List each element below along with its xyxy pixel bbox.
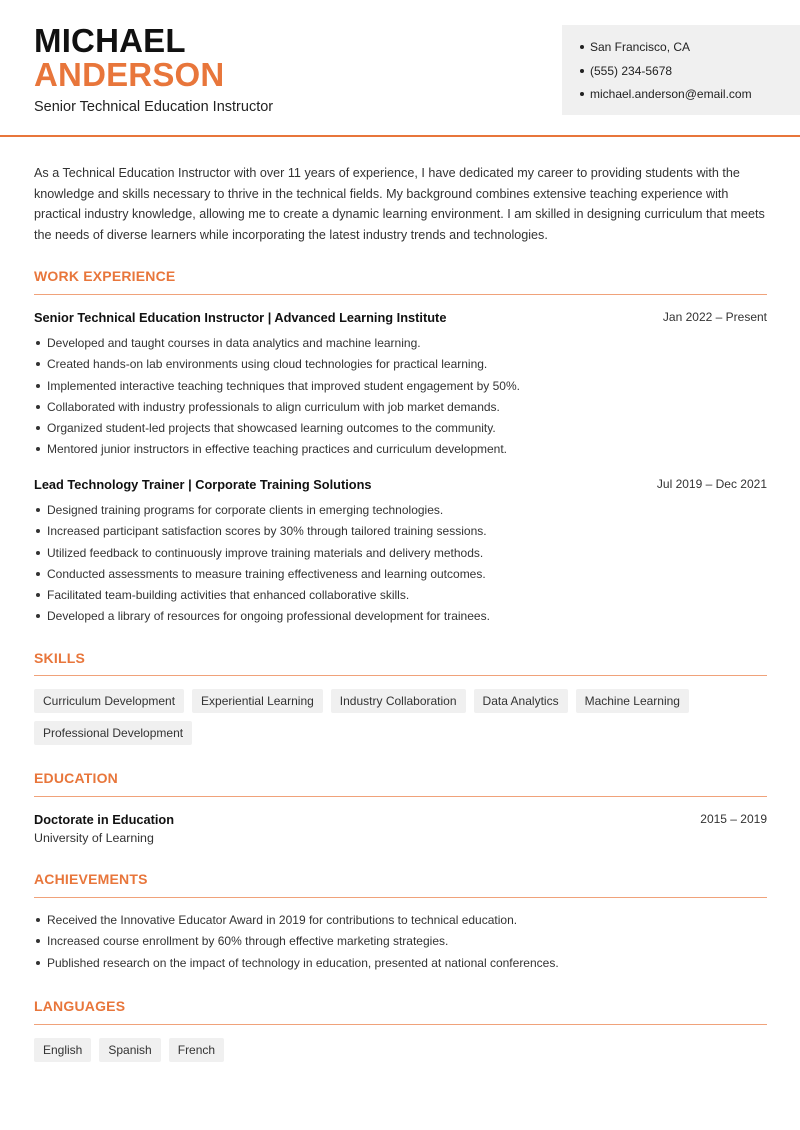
job-bullets bbox=[34, 501, 767, 629]
skill-chip: Industry Collaboration bbox=[331, 689, 466, 713]
skill-chip: Experiential Learning bbox=[192, 689, 323, 713]
list-item: Utilized feedback to continuously improve training materials and delivery methods. bbox=[34, 544, 767, 565]
skills-list bbox=[34, 689, 767, 745]
list-item: Developed and taught courses in data analytics and machine learning. bbox=[34, 334, 767, 355]
job-role: Lead Technology Trainer | Corporate Training Solutions bbox=[34, 477, 372, 492]
skill-chip: Curriculum Development bbox=[34, 689, 184, 713]
list-item: Collaborated with industry professionals to align curriculum with job market demands. bbox=[34, 398, 767, 419]
summary-paragraph: As a Technical Education Instructor with over 11 years of experience, I have dedicated my career to providing students with the knowledge and skills necessary to thrive in the technical fields. My background combines extensive teaching experience with practical industry knowledge, allowing me to create a dynamic learning environment. I am skilled in designing curriculum that meets the needs of diverse learners while incorporating the latest industry trends and technologies. bbox=[34, 166, 765, 243]
job-header bbox=[34, 310, 767, 325]
job-dates: Jan 2022 – Present bbox=[662, 310, 767, 324]
list-item: Implemented interactive teaching techniques that improved student engagement by 50%. bbox=[34, 377, 767, 398]
job-dates: Jul 2019 – Dec 2021 bbox=[656, 477, 767, 491]
list-item: Developed a library of resources for ongoing professional development for trainees. bbox=[34, 607, 767, 628]
degree: Doctorate in Education bbox=[34, 812, 175, 827]
school-name: University of Learning bbox=[34, 831, 154, 845]
list-item: Conducted assessments to measure training effectiveness and learning outcomes. bbox=[34, 565, 767, 586]
contact-box bbox=[562, 25, 800, 115]
job-bullets bbox=[34, 334, 767, 462]
section-divider bbox=[34, 294, 767, 295]
last-name: ANDERSON bbox=[34, 56, 225, 93]
list-item: Mentored junior instructors in effective teaching practices and curriculum development. bbox=[34, 440, 767, 461]
section-divider bbox=[34, 675, 767, 676]
section-title-education: EDUCATION bbox=[34, 770, 118, 786]
list-item: Received the Innovative Educator Award in 2019 for contributions to technical education. bbox=[34, 911, 767, 932]
education-header bbox=[34, 812, 767, 827]
section-title-skills: SKILLS bbox=[34, 650, 85, 666]
contact-location: San Francisco, CA bbox=[580, 37, 800, 61]
job-header bbox=[34, 477, 767, 492]
section-divider bbox=[34, 897, 767, 898]
section-divider bbox=[34, 796, 767, 797]
job-role: Senior Technical Education Instructor | Advanced Learning Institute bbox=[34, 310, 447, 325]
contact-email: michael.anderson@email.com bbox=[580, 84, 800, 108]
language-chip: French bbox=[169, 1038, 224, 1062]
list-item: Increased course enrollment by 60% through effective marketing strategies. bbox=[34, 932, 767, 953]
list-item: Facilitated team-building activities that enhanced collaborative skills. bbox=[34, 586, 767, 607]
list-item: Published research on the impact of technology in education, presented at national conferences. bbox=[34, 954, 767, 975]
education-dates: 2015 – 2019 bbox=[700, 812, 767, 826]
skill-chip: Machine Learning bbox=[576, 689, 689, 713]
first-name: MICHAEL bbox=[34, 22, 186, 59]
resume-header bbox=[0, 0, 800, 137]
achievements-list bbox=[34, 911, 767, 975]
list-item: Designed training programs for corporate clients in emerging technologies. bbox=[34, 501, 767, 522]
list-item: Increased participant satisfaction scores by 30% through tailored training sessions. bbox=[34, 522, 767, 543]
section-divider bbox=[34, 1024, 767, 1025]
skill-chip: Data Analytics bbox=[474, 689, 568, 713]
list-item: Created hands-on lab environments using cloud technologies for practical learning. bbox=[34, 355, 767, 376]
language-chip: English bbox=[34, 1038, 91, 1062]
job-title: Senior Technical Education Instructor bbox=[34, 99, 274, 115]
section-title-achievements: ACHIEVEMENTS bbox=[34, 871, 148, 887]
skill-chip: Professional Development bbox=[34, 721, 192, 745]
language-chip: Spanish bbox=[99, 1038, 160, 1062]
section-title-languages: LANGUAGES bbox=[34, 998, 126, 1014]
contact-phone: (555) 234-5678 bbox=[580, 61, 800, 85]
list-item: Organized student-led projects that showcased learning outcomes to the community. bbox=[34, 419, 767, 440]
languages-list bbox=[34, 1038, 767, 1062]
section-title-work-experience: WORK EXPERIENCE bbox=[34, 268, 176, 284]
